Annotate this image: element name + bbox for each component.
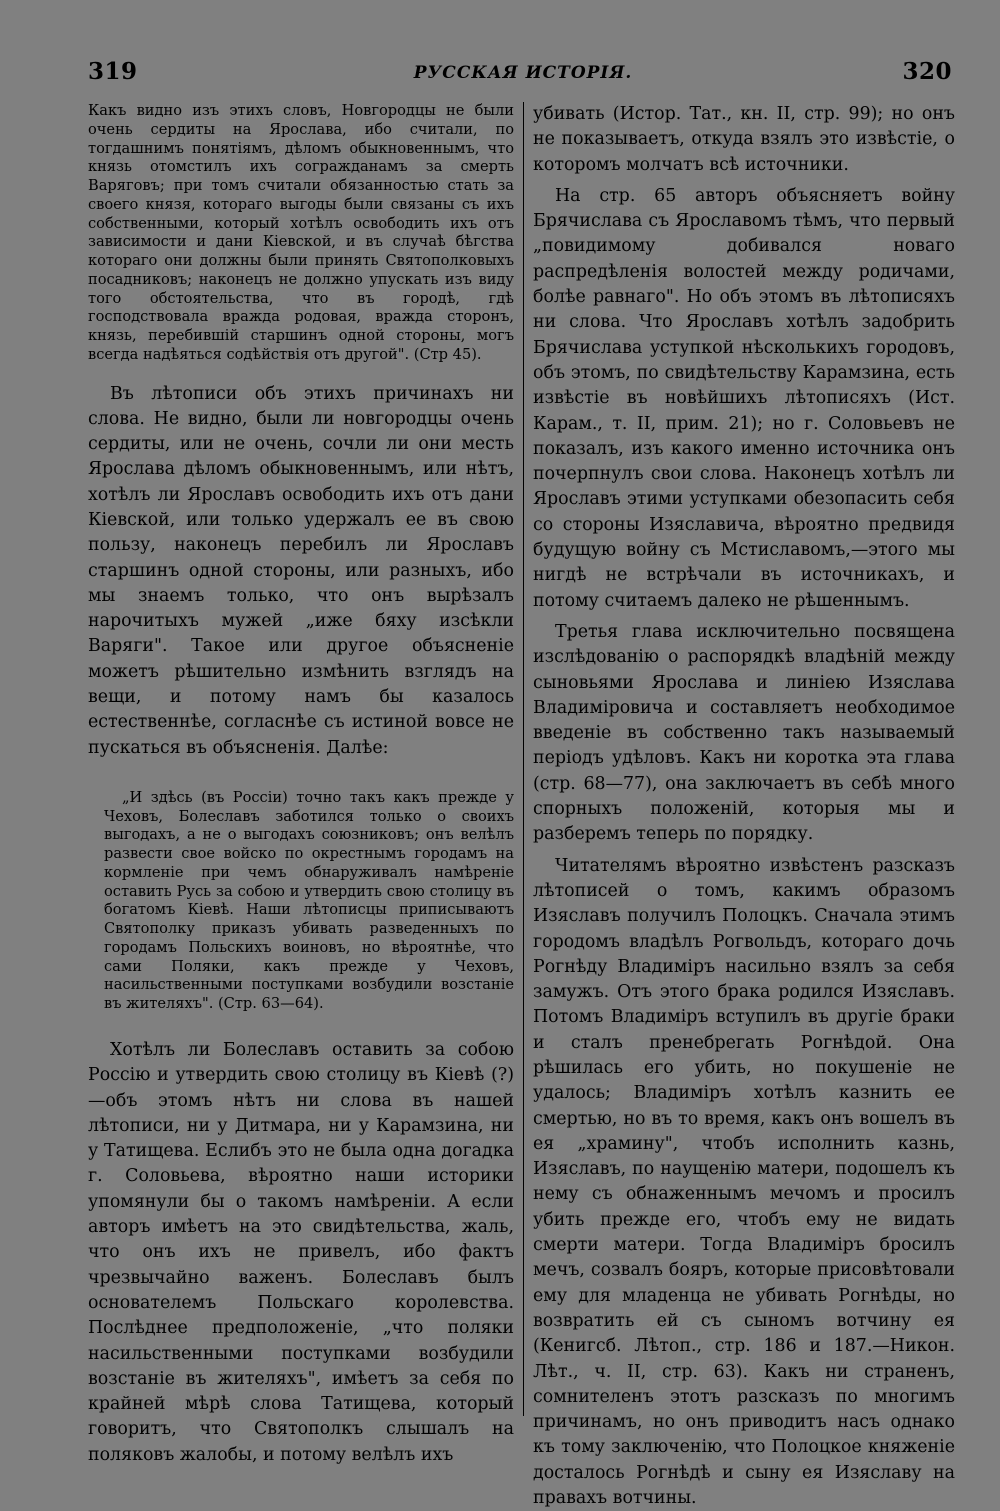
page-number-right: 320 xyxy=(902,58,952,85)
left-column xyxy=(88,102,514,1468)
paragraph: Въ лѣтописи объ этихъ причинахъ ни слова. Не видно, были ли новгородцы очень сердиты, или не очень, сочли ли они месть Ярослава дѣломъ обыкновеннымъ, или нѣтъ, хотѣлъ ли Ярославъ освободить ихъ отъ дани Кіевской, или только удержалъ ее въ свою пользу, наконецъ перебилъ ли Ярославъ старшинъ одной стороны, или разныхъ, ибо мы знаемъ только, что онъ вырѣзалъ нарочитыхъ мужей „иже бяху изсѣкли Варяги". Такое или другое объясненіе можетъ рѣшительно измѣнить взглядъ на вещи, и потому намъ бы казалось естественнѣе, согласнѣе съ истиной вовсе не пускаться въ объясненія. Далѣе: xyxy=(88,383,514,758)
paragraph: Читателямъ вѣроятно извѣстенъ разсказъ лѣтописей о томъ, какимъ образомъ Изяславъ получилъ Полоцкъ. Сначала этимъ городомъ владѣлъ Рогвольдъ, котораго дочь Рогнѣду Владиміръ насильно взялъ за себя замужъ. Отъ этого брака родился Изяславъ. Потомъ Владиміръ вступилъ въ другіе браки и сталъ пренебрегать Рогнѣдой. Она рѣшилась его убить, но покушеніе не удалось; Владиміръ хотѣлъ казнить ее смертью, но въ то время, какъ онъ вошелъ въ ея „храмину", чтобъ исполнить казнь, Изяславъ, по наущенію матери, подошелъ къ нему съ обнаженнымъ мечомъ и просилъ убить прежде его, чтобъ ему не видать смерти матери. Тогда Владиміръ бросилъ мечъ, созвалъ бояръ, которые присовѣтовали ему для младенца не убивать Рогнѣды, но возвратить ей съ сыномъ вотчину ея (Кенигсб. Лѣтоп., стр. 186 и 187.—Никон. Лѣт., ч. II, стр. 63). Какъ ни страненъ, сомнителенъ этотъ разсказъ по многимъ причинамъ, но онъ приводитъ насъ однако къ тому заключенію, что Полоцкое княженіе досталось Рогнѣдѣ и сыну ея Изяславу на правахъ вотчины. xyxy=(533,855,955,1509)
paragraph: Третья глава исключительно посвящена изслѣдованію о распорядкѣ владѣній между сыновьями Ярослава и линіею Изяслава Владиміровича и составляетъ необходимое введеніе въ собственно такъ называемый періодъ удѣловъ. Какъ ни коротка эта глава (стр. 68—77), она заключаетъ въ себѣ много спорныхъ положеній, которыя мы и разберемъ теперь по порядку. xyxy=(533,621,955,845)
right-column xyxy=(533,102,955,1511)
paragraph: На стр. 65 авторъ объясняетъ войну Брячислава съ Ярославомъ тѣмъ, что первый „повидимому добивался новаго распредѣленія волостей между родичами, болѣе равнаго". Но объ этомъ въ лѣтописяхъ ни слова. Что Ярославъ хотѣлъ задобрить Брячислава уступкой нѣсколькихъ городовъ, объ этомъ, по свидѣтельству Карамзина, есть извѣстіе въ новѣйшихъ лѣтописяхъ (Ист. Карам., т. II, прим. 21); но г. Соловьевъ не показалъ, изъ какого именно источника онъ почерпнулъ свои слова. Наконецъ хотѣлъ ли Ярославъ этими уступками обезопасить себя со стороны Изяславича, вѣроятно предвидя будущую войну съ Мстиславомъ,—этого мы нигдѣ не встрѣчали въ источникахъ, и потому считаемъ далеко не рѣшеннымъ. xyxy=(533,185,955,611)
column-divider xyxy=(523,102,524,1416)
block-quote: Какъ видно изъ этихъ словъ, Новгородцы не были очень сердиты на Ярослава, ибо считали, по тогдашнимъ понятіямъ, дѣломъ обыкновеннымъ, что князь отомстилъ ихъ согражданамъ за смерть Варяговъ; при томъ считали обязанностью стать за своего князя, котораго выгоды были связаны съ ихъ собственными, который хотѣлъ освободить ихъ отъ зависимости и дани Кіевской, и въ случаѣ бѣгства котораго они должны были принять Святополковыхъ посадниковъ; наконецъ не должно упускать изъ виду того обстоятельства, что въ городѣ, гдѣ господствовала вражда родовая, вражда сторонъ, князь, перебившій старшинъ одной стороны, могъ всегда надѣяться содѣйствія отъ другой". (Стр 45). xyxy=(88,102,514,363)
running-title: РУССКАЯ ИСТОРІЯ. xyxy=(413,63,633,83)
block-quote: „И здѣсь (въ Россіи) точно такъ какъ прежде у Чеховъ, Болеславъ заботился только о своихъ выгодахъ, а не о выгодахъ союзниковъ; онъ велѣлъ развести свое войско по окрестнымъ городамъ на кормленіе при чемъ обнаруживалъ намѣреніе оставить Русь за собою и утвердить свою столицу въ богатомъ Кіевѣ. Наши лѣтописцы приписываютъ Святополку приказъ убивать разведенныхъ по городамъ Польскихъ воиновъ, но вѣроятнѣе, что сами Поляки, какъ прежде у Чеховъ, насильственными поступками возбудили возстаніе въ жителяхъ". (Стр. 63—64). xyxy=(104,788,514,1013)
page-header xyxy=(88,58,958,88)
paragraph-continuation: убивать (Истор. Тат., кн. II, стр. 99); но онъ не показываетъ, откуда взялъ это извѣстіе, о которомъ молчатъ всѣ источники. xyxy=(533,104,955,175)
page-number-left: 319 xyxy=(88,58,138,85)
paragraph: Хотѣлъ ли Болеславъ оставить за собою Россію и утвердить свою столицу въ Кіевѣ (?)—объ этомъ нѣтъ ни слова въ нашей лѣтописи, ни у Дитмара, ни у Карамзина, ни у Татищева. Еслибъ это не была одна догадка г. Соловьева, вѣроятно наши историки упомянули бы о такомъ намѣреніи. А если авторъ имѣетъ на это свидѣтельства, жаль, что онъ ихъ не привелъ, ибо фактъ чрезвычайно важенъ. Болеславъ былъ основателемъ Польскаго королевства. Послѣднее предположеніе, „что поляки насильственными поступками возбудили возстаніе въ жителяхъ", имѣетъ за себя по крайней мѣрѣ слова Татищева, который говоритъ, что Святополкъ слышалъ на поляковъ жалобы, и потому велѣлъ ихъ xyxy=(88,1039,514,1465)
